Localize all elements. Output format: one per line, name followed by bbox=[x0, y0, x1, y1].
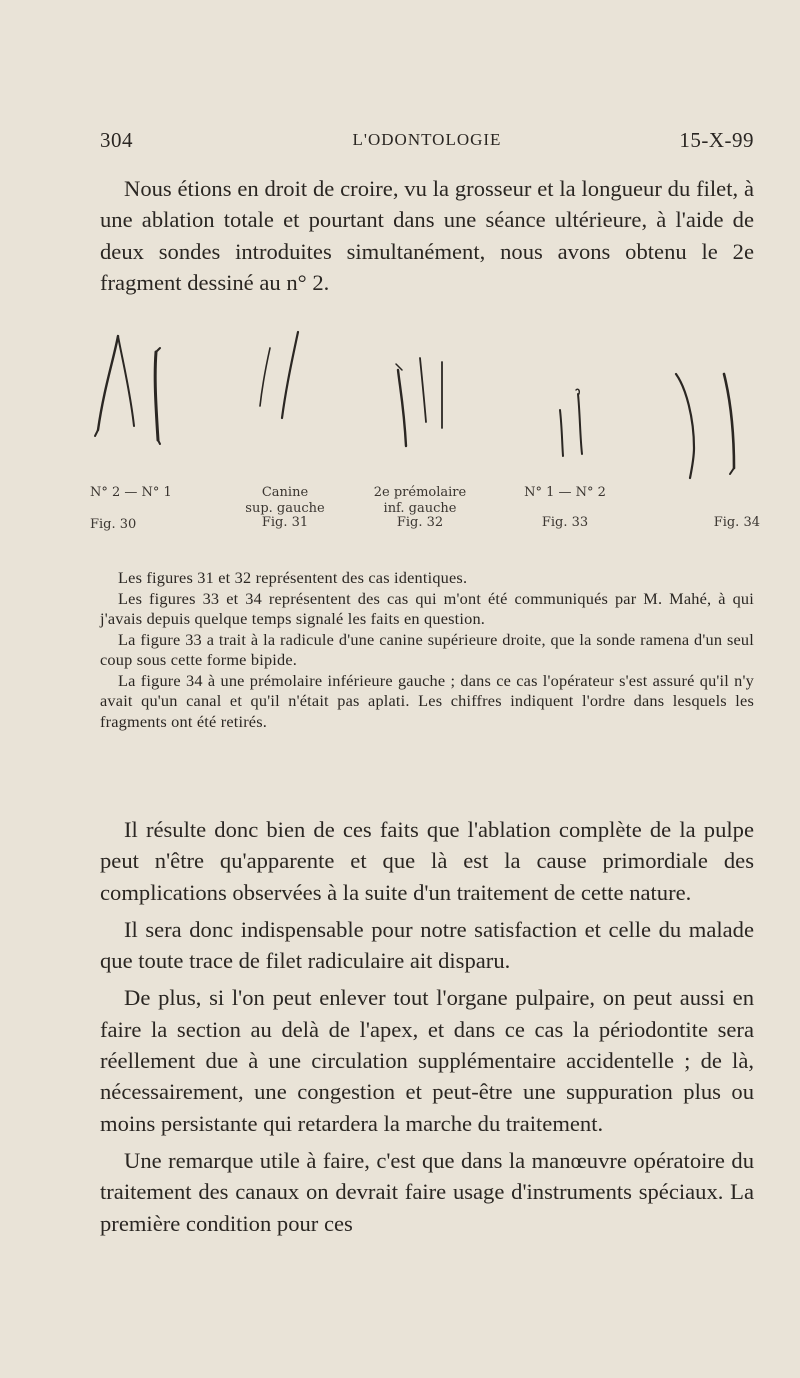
fig32-fragment-left bbox=[398, 370, 406, 446]
issue-date: 15-X-99 bbox=[679, 128, 754, 152]
fig30-caption-top: N° 2 — N° 1 bbox=[90, 485, 172, 500]
note-figs-31-32: Les figures 31 et 32 représentent des cas identiques. bbox=[118, 568, 468, 587]
fig31-fragment-right bbox=[282, 332, 298, 418]
fig32-label: Fig. 32 bbox=[396, 515, 444, 530]
fig34-fragment-right bbox=[724, 374, 734, 468]
note-fig-34: La figure 34 à une prémolaire inférieure gauche ; dans ce cas l'opérateur s'est assuré qu'il n'y avait qu'un canal et qu'il n'était pas aplati. Les chiffres indiquent l'ordre dans lesquels les fragments ont été retirés. bbox=[100, 670, 754, 731]
fig31-caption-top: Canine bbox=[261, 485, 309, 500]
fig31-caption-mid: sup. gauche bbox=[245, 501, 325, 516]
page-number: 304 bbox=[100, 128, 133, 152]
fig33-fragment-left bbox=[560, 410, 563, 456]
fig31-fragment-left bbox=[260, 348, 270, 406]
fig33-fragment-right bbox=[578, 394, 582, 454]
fig32-fragment-mid bbox=[420, 358, 426, 422]
fig32-caption-mid: inf. gauche bbox=[383, 501, 457, 516]
fig34-label: Fig. 34 bbox=[713, 515, 760, 530]
note-fig-33: La figure 33 a trait à la radicule d'une canine supérieure droite, que la sonde ramena d'un seul coup sous cette forme bipide. bbox=[100, 629, 754, 669]
intro-paragraph: Nous étions en droit de croire, vu la grosseur et la longueur du filet, à une ablation totale et pourtant dans une séance ultérieure, à l'aide de deux sondes introduites simultanément, nous avons obtenu le 2e fragment dessiné au n° 2. bbox=[100, 176, 754, 295]
figures-strip bbox=[90, 318, 760, 538]
fig32-caption-top: 2e prémolaire bbox=[373, 485, 467, 500]
fig34-fragment-left bbox=[676, 374, 694, 478]
figure-notes bbox=[100, 568, 754, 732]
fig30-label: Fig. 30 bbox=[90, 517, 137, 532]
fig33-caption-top: N° 1 — N° 2 bbox=[524, 485, 606, 500]
body-paragraph-2: Il sera donc indispensable pour notre satisfaction et celle du malade que toute trace de filet radiculaire ait disparu. bbox=[100, 916, 754, 974]
body-paragraph-4: Une remarque utile à faire, c'est que dans la manœuvre opératoire du traitement des canaux on devrait faire usage d'instruments spéciaux. La première condition pour ces bbox=[100, 1147, 754, 1236]
running-title: L'ODONTOLOGIE bbox=[352, 130, 502, 149]
fig30-fragment-left bbox=[98, 336, 118, 430]
fig33-label: Fig. 33 bbox=[541, 515, 589, 530]
note-figs-33-34: Les figures 33 et 34 représentent des cas qui m'ont été communiqués par M. Mahé, à qui j'avais depuis quelque temps signalé les faits en question. bbox=[100, 588, 754, 628]
body-paragraph-1: Il résulte donc bien de ces faits que l'ablation complète de la pulpe peut n'être qu'apparente et que là est la cause primordiale des complications observées à la suite d'un traitement de cette nature. bbox=[100, 817, 754, 905]
figures-illustration bbox=[90, 318, 760, 493]
fig31-label: Fig. 31 bbox=[261, 515, 309, 530]
body-text bbox=[100, 814, 754, 1239]
intro-paragraph-block bbox=[100, 173, 754, 298]
body-paragraph-3: De plus, si l'on peut enlever tout l'organe pulpaire, on peut aussi en faire la section au delà de l'apex, et dans ce cas la périodontite sera réellement due à une circulation supplémentaire accidentelle ; de là, nécessairement, une congestion et peut-être une suppuration plus ou moins persistante qui retardera la marche du traitement. bbox=[100, 985, 754, 1136]
page-header bbox=[100, 128, 754, 158]
fig30-fragment-right bbox=[155, 352, 158, 440]
